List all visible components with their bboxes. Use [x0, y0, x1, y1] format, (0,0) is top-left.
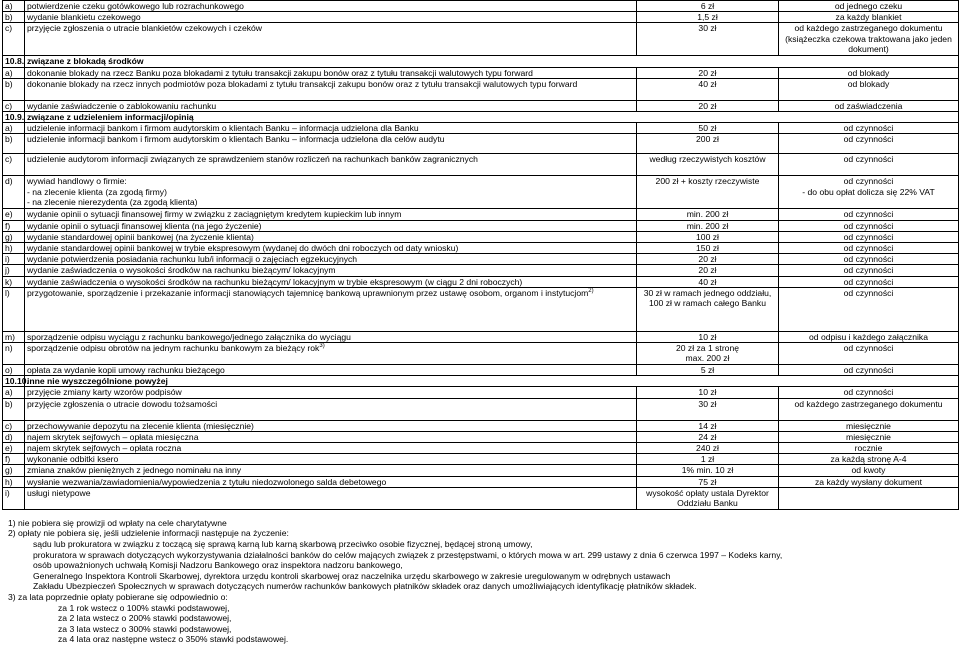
fee-text: 200 zł [696, 134, 719, 145]
fee-basis [779, 487, 959, 509]
fee-basis [779, 365, 959, 376]
basis-text: od czynności [843, 254, 894, 265]
table-row [3, 476, 959, 487]
footnote-line: Zakładu Ubezpieczeń Społecznych w sprawach dotyczących numerów rachunków bankowych płatników składek oraz danych umożliwiających identyfikację płatników składek. [33, 581, 697, 592]
basis-text: rocznie [854, 443, 883, 454]
row-description [25, 465, 637, 476]
row-description [25, 476, 637, 487]
fee-basis [779, 209, 959, 220]
row-description [25, 220, 637, 231]
description-text: usługi nietypowe [27, 487, 91, 498]
basis-text: od kwoty [851, 465, 886, 476]
table-row [3, 176, 959, 209]
fee-text: 24 zł [698, 431, 717, 442]
fee-text: 240 zł [696, 443, 719, 454]
description-text: udzielenie audytorom informacji związanych ze sprawdzeniem stanów rozliczeń na rachunkach banków zagranicznych [27, 154, 478, 165]
fee-value [637, 365, 779, 376]
fee-value [637, 254, 779, 265]
description-text: przygotowanie, sporządzenie i przekazanie informacji stanowiących tajemnicę bankową uprawnionym przez ustawę osobom, organom i instytucjom [27, 287, 589, 298]
fee-basis [779, 12, 959, 23]
description-text: przyjęcie zgłoszenia o utracie dowodu tożsamości [27, 398, 218, 409]
row-description [25, 387, 637, 398]
footnote-line: 2) opłaty nie pobiera się, jeśli udzielenie informacji następuje na życzenie: [8, 528, 289, 539]
row-description [25, 134, 637, 154]
row-letter: h) [3, 243, 25, 254]
fee-value [637, 331, 779, 342]
section-row [3, 112, 959, 123]
fee-text-line2: max. 200 zł [685, 353, 730, 364]
description-text: udzielenie informacji bankom i firmom audytorskim o klientach Banku – informacja udzielona dla celów audytu [27, 134, 445, 145]
fee-basis [779, 287, 959, 331]
fee-text: 10 zł [698, 387, 717, 398]
description-text: najem skrytek sejfowych – opłata roczna [27, 443, 182, 454]
fee-value [637, 176, 779, 209]
fee-value [637, 100, 779, 111]
fee-value [637, 123, 779, 134]
description-text: wysłanie wezwania/zawiadomienia/wypowiedzenia z tytułu niedozwolonego salda debetowego [27, 476, 387, 487]
fee-text: 20 zł [698, 67, 717, 78]
row-letter: a) [3, 387, 25, 398]
fee-value [637, 343, 779, 365]
fee-text: min. 200 zł [686, 209, 729, 220]
row-letter: c) [3, 23, 25, 56]
description-text: przyjęcie zgłoszenia o utracie blankietów czekowych i czeków [27, 23, 263, 34]
table-row [3, 465, 959, 476]
footnote-line: za 4 lata oraz następne wstecz o 350% stawki podstawowej. [58, 634, 289, 645]
fee-text: wysokość opłaty ustala Dyrektor Oddziału Banku [646, 487, 769, 509]
row-description [25, 243, 637, 254]
table-row [3, 420, 959, 431]
table-row [3, 154, 959, 176]
row-description [25, 12, 637, 23]
fee-basis [779, 476, 959, 487]
fee-value [637, 134, 779, 154]
fee-text: 20 zł [698, 254, 717, 265]
row-description [25, 487, 637, 509]
fee-text: 6 zł [700, 1, 715, 11]
basis-text: za każdy blankiet [835, 12, 902, 23]
row-letter: d) [3, 431, 25, 442]
description-text: najem skrytek sejfowych – opłata miesięczna [27, 431, 199, 442]
fee-basis [779, 331, 959, 342]
basis-text: od czynności [843, 287, 894, 298]
basis-text: od czynności [843, 209, 894, 220]
basis-text: miesięcznie [846, 420, 891, 431]
row-description [25, 123, 637, 134]
fee-value [637, 443, 779, 454]
row-letter: d) [3, 176, 25, 209]
description-text: dokonanie blokady na rzecz Banku poza blokadami z tytułu transakcji zakupu bonów oraz z tytułu transakcji walutowych typu forward [27, 67, 533, 78]
fee-text: 1,5 zł [697, 12, 718, 23]
table-row [3, 123, 959, 134]
row-description [25, 431, 637, 442]
table-row [3, 100, 959, 111]
row-description [25, 276, 637, 287]
fee-text: min. 200 zł [686, 220, 729, 231]
row-letter: n) [3, 343, 25, 365]
fee-basis [779, 254, 959, 265]
table-row [3, 387, 959, 398]
row-letter: c) [3, 154, 25, 176]
basis-text: od czynności [843, 276, 894, 287]
fee-basis [779, 1, 959, 12]
fee-value [637, 154, 779, 176]
row-description [25, 23, 637, 56]
row-letter: h) [3, 476, 25, 487]
fee-text: 50 zł [698, 123, 717, 134]
table-row [3, 243, 959, 254]
section-row [3, 56, 959, 67]
table-row [3, 23, 959, 56]
row-description [25, 443, 637, 454]
row-letter: m) [3, 331, 25, 342]
description-text: wydanie standardowej opinii bankowej (na życzenie klienta) [27, 231, 254, 242]
section-title: związane z udzieleniem informacji/opinią [25, 112, 959, 123]
description-text: opłata za wydanie kopii umowy rachunku bieżącego [27, 365, 225, 376]
fee-text: 40 zł [698, 276, 717, 287]
table-row [3, 443, 959, 454]
basis-text: od blokady [847, 67, 890, 78]
description-text: potwierdzenie czeku gotówkowego lub rozrachunkowego [27, 1, 244, 11]
fee-text: 20 zł [698, 265, 717, 276]
row-description [25, 67, 637, 78]
row-description [25, 265, 637, 276]
row-description [25, 365, 637, 376]
table-row [3, 209, 959, 220]
fee-value [637, 243, 779, 254]
fee-text-line2: 100 zł w ramach całego Banku [648, 298, 767, 309]
basis-text: od czynności [843, 123, 894, 134]
description-text: wydanie blankietu czekowego [27, 12, 141, 23]
row-letter: g) [3, 231, 25, 242]
table-row [3, 220, 959, 231]
section-number: 10.10. [3, 376, 25, 387]
table-row [3, 134, 959, 154]
row-letter: a) [3, 1, 25, 12]
row-description [25, 1, 637, 12]
row-letter: a) [3, 123, 25, 134]
fee-value [637, 476, 779, 487]
fee-basis [779, 343, 959, 365]
fee-value [637, 265, 779, 276]
fee-basis [779, 465, 959, 476]
row-description [25, 231, 637, 242]
table-row [3, 276, 959, 287]
table-row [3, 67, 959, 78]
row-letter: c) [3, 100, 25, 111]
fee-value [637, 387, 779, 398]
fee-basis [779, 387, 959, 398]
row-letter: b) [3, 134, 25, 154]
fee-value [637, 78, 779, 100]
footnote-line: Generalnego Inspektora Kontroli Skarbowej, dyrektora urzędu kontroli skarbowej oraz naczelnika urzędu skarbowego w zakresie uregulowanym w odrębnych ustawach [33, 570, 671, 581]
fee-basis [779, 431, 959, 442]
fee-basis [779, 176, 959, 209]
fee-value [637, 67, 779, 78]
row-description [25, 176, 637, 209]
row-letter: c) [3, 420, 25, 431]
footnote-line: prokuratora w sprawach dotyczących wykorzystywania działalności banków do celów mających związek z przestępstwami, o których mowa w art. 299 ustawy z dnia 6 czerwca 1997 – Kodeks karny, [33, 549, 783, 560]
description-line: - na zlecenie nierezydenta (za zgodą klienta) [27, 196, 198, 207]
basis-text: od czynności [843, 231, 894, 242]
footnote-line: osób upoważnionych uchwałą Komisji Nadzoru Bankowego oraz inspektora nadzoru bankowego, [33, 560, 403, 571]
fee-value [637, 420, 779, 431]
description-text: przechowywanie depozytu na zlecenie klienta (miesięcznie) [27, 420, 254, 431]
description-text: wydanie zaświadczenie o zablokowaniu rachunku [27, 100, 217, 111]
table-row [3, 287, 959, 331]
fee-text: 40 zł [698, 78, 717, 89]
description-text: wydanie standardowej opinii bankowej w trybie ekspresowym (wydanej do dwóch dni roboczych od daty wniosku) [27, 243, 459, 254]
basis-text: od czynności [843, 176, 894, 187]
fee-basis [779, 154, 959, 176]
row-letter: e) [3, 443, 25, 454]
fee-basis [779, 23, 959, 56]
section-title: związane z blokadą środków [25, 56, 959, 67]
description-text: wydanie opinii o sytuacji finansowej klienta (na jego życzenie) [27, 220, 262, 231]
fee-value [637, 23, 779, 56]
basis-text-line2: - do obu opłat dolicza się 22% VAT [802, 186, 935, 197]
basis-text: za każdy wysłany dokument [815, 476, 922, 487]
basis-text: od czynności [843, 154, 894, 165]
fee-text: 14 zł [698, 420, 717, 431]
description-line: - na zlecenie klienta (za zgodą firmy) [27, 186, 167, 197]
fee-value [637, 276, 779, 287]
basis-text: od czynności [843, 365, 894, 376]
description-text: wykonanie odbitki ksero [27, 454, 119, 465]
fee-value [637, 487, 779, 509]
table-row [3, 1, 959, 12]
fee-value [637, 220, 779, 231]
fee-value [637, 231, 779, 242]
table-row [3, 398, 959, 420]
row-description [25, 100, 637, 111]
table-row [3, 254, 959, 265]
basis-text: od blokady [847, 78, 890, 89]
fee-basis [779, 134, 959, 154]
fee-basis [779, 454, 959, 465]
table-row [3, 343, 959, 365]
section-title: inne nie wyszczególnione powyżej [25, 376, 959, 387]
row-description [25, 398, 637, 420]
table-row [3, 454, 959, 465]
fee-basis [779, 220, 959, 231]
row-letter: l) [3, 287, 25, 331]
section-number: 10.8. [3, 56, 25, 67]
fee-text: 200 zł + koszty rzeczywiste [655, 176, 760, 187]
fee-basis [779, 100, 959, 111]
fee-value [637, 454, 779, 465]
row-letter: b) [3, 398, 25, 420]
basis-text: od czynności [843, 343, 894, 354]
fee-text: według rzeczywistych kosztów [649, 154, 766, 165]
footnote-ref: 2) [588, 287, 594, 294]
basis-text: od każdego zastrzeganego dokumentu [794, 398, 943, 409]
footnote-line: za 1 rok wstecz o 100% stawki podstawowej, [58, 602, 230, 613]
description-text: wywiad handlowy o firmie: [27, 176, 127, 187]
basis-text: miesięcznie [846, 431, 891, 442]
row-letter: i) [3, 487, 25, 509]
table-row [3, 365, 959, 376]
basis-text: od czynności [843, 243, 894, 254]
row-description [25, 420, 637, 431]
fee-text: 20 zł [698, 100, 717, 111]
row-letter: i) [3, 254, 25, 265]
row-description [25, 254, 637, 265]
row-description [25, 78, 637, 100]
row-letter: b) [3, 12, 25, 23]
basis-text: od odpisu i każdego załącznika [809, 331, 928, 342]
description-text: udzielenie informacji bankom i firmom audytorskim o klientach Banku – informacja udzielona dla Banku [27, 123, 419, 134]
footnote-line: za 3 lata wstecz o 300% stawki podstawowej, [58, 623, 232, 634]
fee-basis [779, 231, 959, 242]
fee-text: 5 zł [700, 365, 715, 376]
fee-text: 30 zł w ramach jednego oddziału, [643, 287, 772, 298]
fee-value [637, 287, 779, 331]
footnote-line: 3) za lata poprzednie opłaty pobierane się odpowiednio o: [8, 592, 228, 603]
fee-table [2, 0, 959, 510]
row-letter: g) [3, 465, 25, 476]
fee-text: 75 zł [698, 476, 717, 487]
table-row [3, 231, 959, 242]
fee-basis [779, 265, 959, 276]
row-letter: e) [3, 209, 25, 220]
basis-text: od każdego zastrzeganego dokumentu (książeczka czekowa traktowana jako jeden dokument) [785, 23, 952, 54]
footnotes [8, 518, 960, 645]
fee-text: 20 zł za 1 stronę [675, 343, 740, 354]
row-description [25, 209, 637, 220]
fee-basis [779, 443, 959, 454]
row-description [25, 343, 637, 365]
fee-value [637, 398, 779, 420]
fee-value [637, 209, 779, 220]
table-row [3, 265, 959, 276]
fee-basis [779, 398, 959, 420]
footnote-ref: 3) [319, 343, 325, 350]
table-row [3, 12, 959, 23]
fee-value [637, 431, 779, 442]
fee-text: 150 zł [696, 243, 719, 254]
description-text: wydanie opinii o sytuacji finansowej firmy w związku z zaciągniętym kredytem kupieckim lub innym [27, 209, 402, 220]
fee-text: 10 zł [698, 331, 717, 342]
row-description [25, 331, 637, 342]
description-text: sporządzenie odpisu wyciągu z rachunku bankowego/jednego załącznika do wyciągu [27, 331, 351, 342]
row-description [25, 454, 637, 465]
fee-value [637, 12, 779, 23]
fee-basis [779, 123, 959, 134]
description-text: wydanie zaświadczenia o wysokości środków na rachunku bieżącym/ lokacyjnym [27, 265, 336, 276]
fee-text: 1% min. 10 zł [681, 465, 734, 476]
basis-text: za każdą stronę A-4 [830, 454, 907, 465]
row-letter: o) [3, 365, 25, 376]
footnote-line: sądu lub prokuratora w związku z toczącą się sprawą karną lub karną skarbową przeciwko osobie fizycznej, będącej stroną umowy, [33, 539, 533, 550]
row-letter: a) [3, 67, 25, 78]
row-letter: k) [3, 276, 25, 287]
basis-text: od jednego czeku [834, 1, 903, 11]
row-letter: j) [3, 265, 25, 276]
row-description [25, 154, 637, 176]
section-row [3, 376, 959, 387]
basis-text: od czynności [843, 220, 894, 231]
fee-text: 30 zł [698, 398, 717, 409]
description-text: przyjęcie zmiany karty wzorów podpisów [27, 387, 182, 398]
description-text: wydanie zaświadczenia o wysokości środków na rachunku bieżącym/ lokacyjnym w trybie ekspresowym (w ciągu 2 dni roboczych) [27, 276, 523, 287]
footnote-line: za 2 lata wstecz o 200% stawki podstawowej, [58, 613, 232, 624]
fee-value [637, 465, 779, 476]
basis-text: od czynności [843, 134, 894, 145]
fee-basis [779, 78, 959, 100]
fee-basis [779, 420, 959, 431]
fee-basis [779, 67, 959, 78]
description-text: sporządzenie odpisu obrotów na jednym rachunku bankowym za bieżący rok [27, 343, 320, 354]
row-letter: b) [3, 78, 25, 100]
table-row [3, 78, 959, 100]
table-row [3, 431, 959, 442]
fee-text: 100 zł [696, 231, 719, 242]
basis-text: od czynności [843, 265, 894, 276]
description-text: wydanie potwierdzenia posiadania rachunku lub/i informacji o zajęciach egzekucyjnych [27, 254, 358, 265]
fee-value [637, 1, 779, 12]
fee-table-body [3, 1, 959, 510]
fee-basis [779, 276, 959, 287]
footnote-line: 1) nie pobiera się prowizji od wpłaty na cele charytatywne [8, 517, 227, 528]
section-number: 10.9. [3, 112, 25, 123]
row-description [25, 287, 637, 331]
row-letter: f) [3, 454, 25, 465]
fee-basis [779, 243, 959, 254]
table-row [3, 487, 959, 509]
description-text: zmiana znaków pieniężnych z jednego nominału na inny [27, 465, 242, 476]
fee-text: 30 zł [698, 23, 717, 34]
table-row [3, 331, 959, 342]
fee-text: 1 zł [700, 454, 715, 465]
row-letter: f) [3, 220, 25, 231]
description-text: dokonanie blokady na rzecz innych podmiotów poza blokadami z tytułu transakcji zakupu bonów oraz z tytułu transakcji walutowych typu forward [27, 78, 578, 89]
basis-text: od czynności [843, 387, 894, 398]
basis-text: od zaświadczenia [834, 100, 903, 111]
